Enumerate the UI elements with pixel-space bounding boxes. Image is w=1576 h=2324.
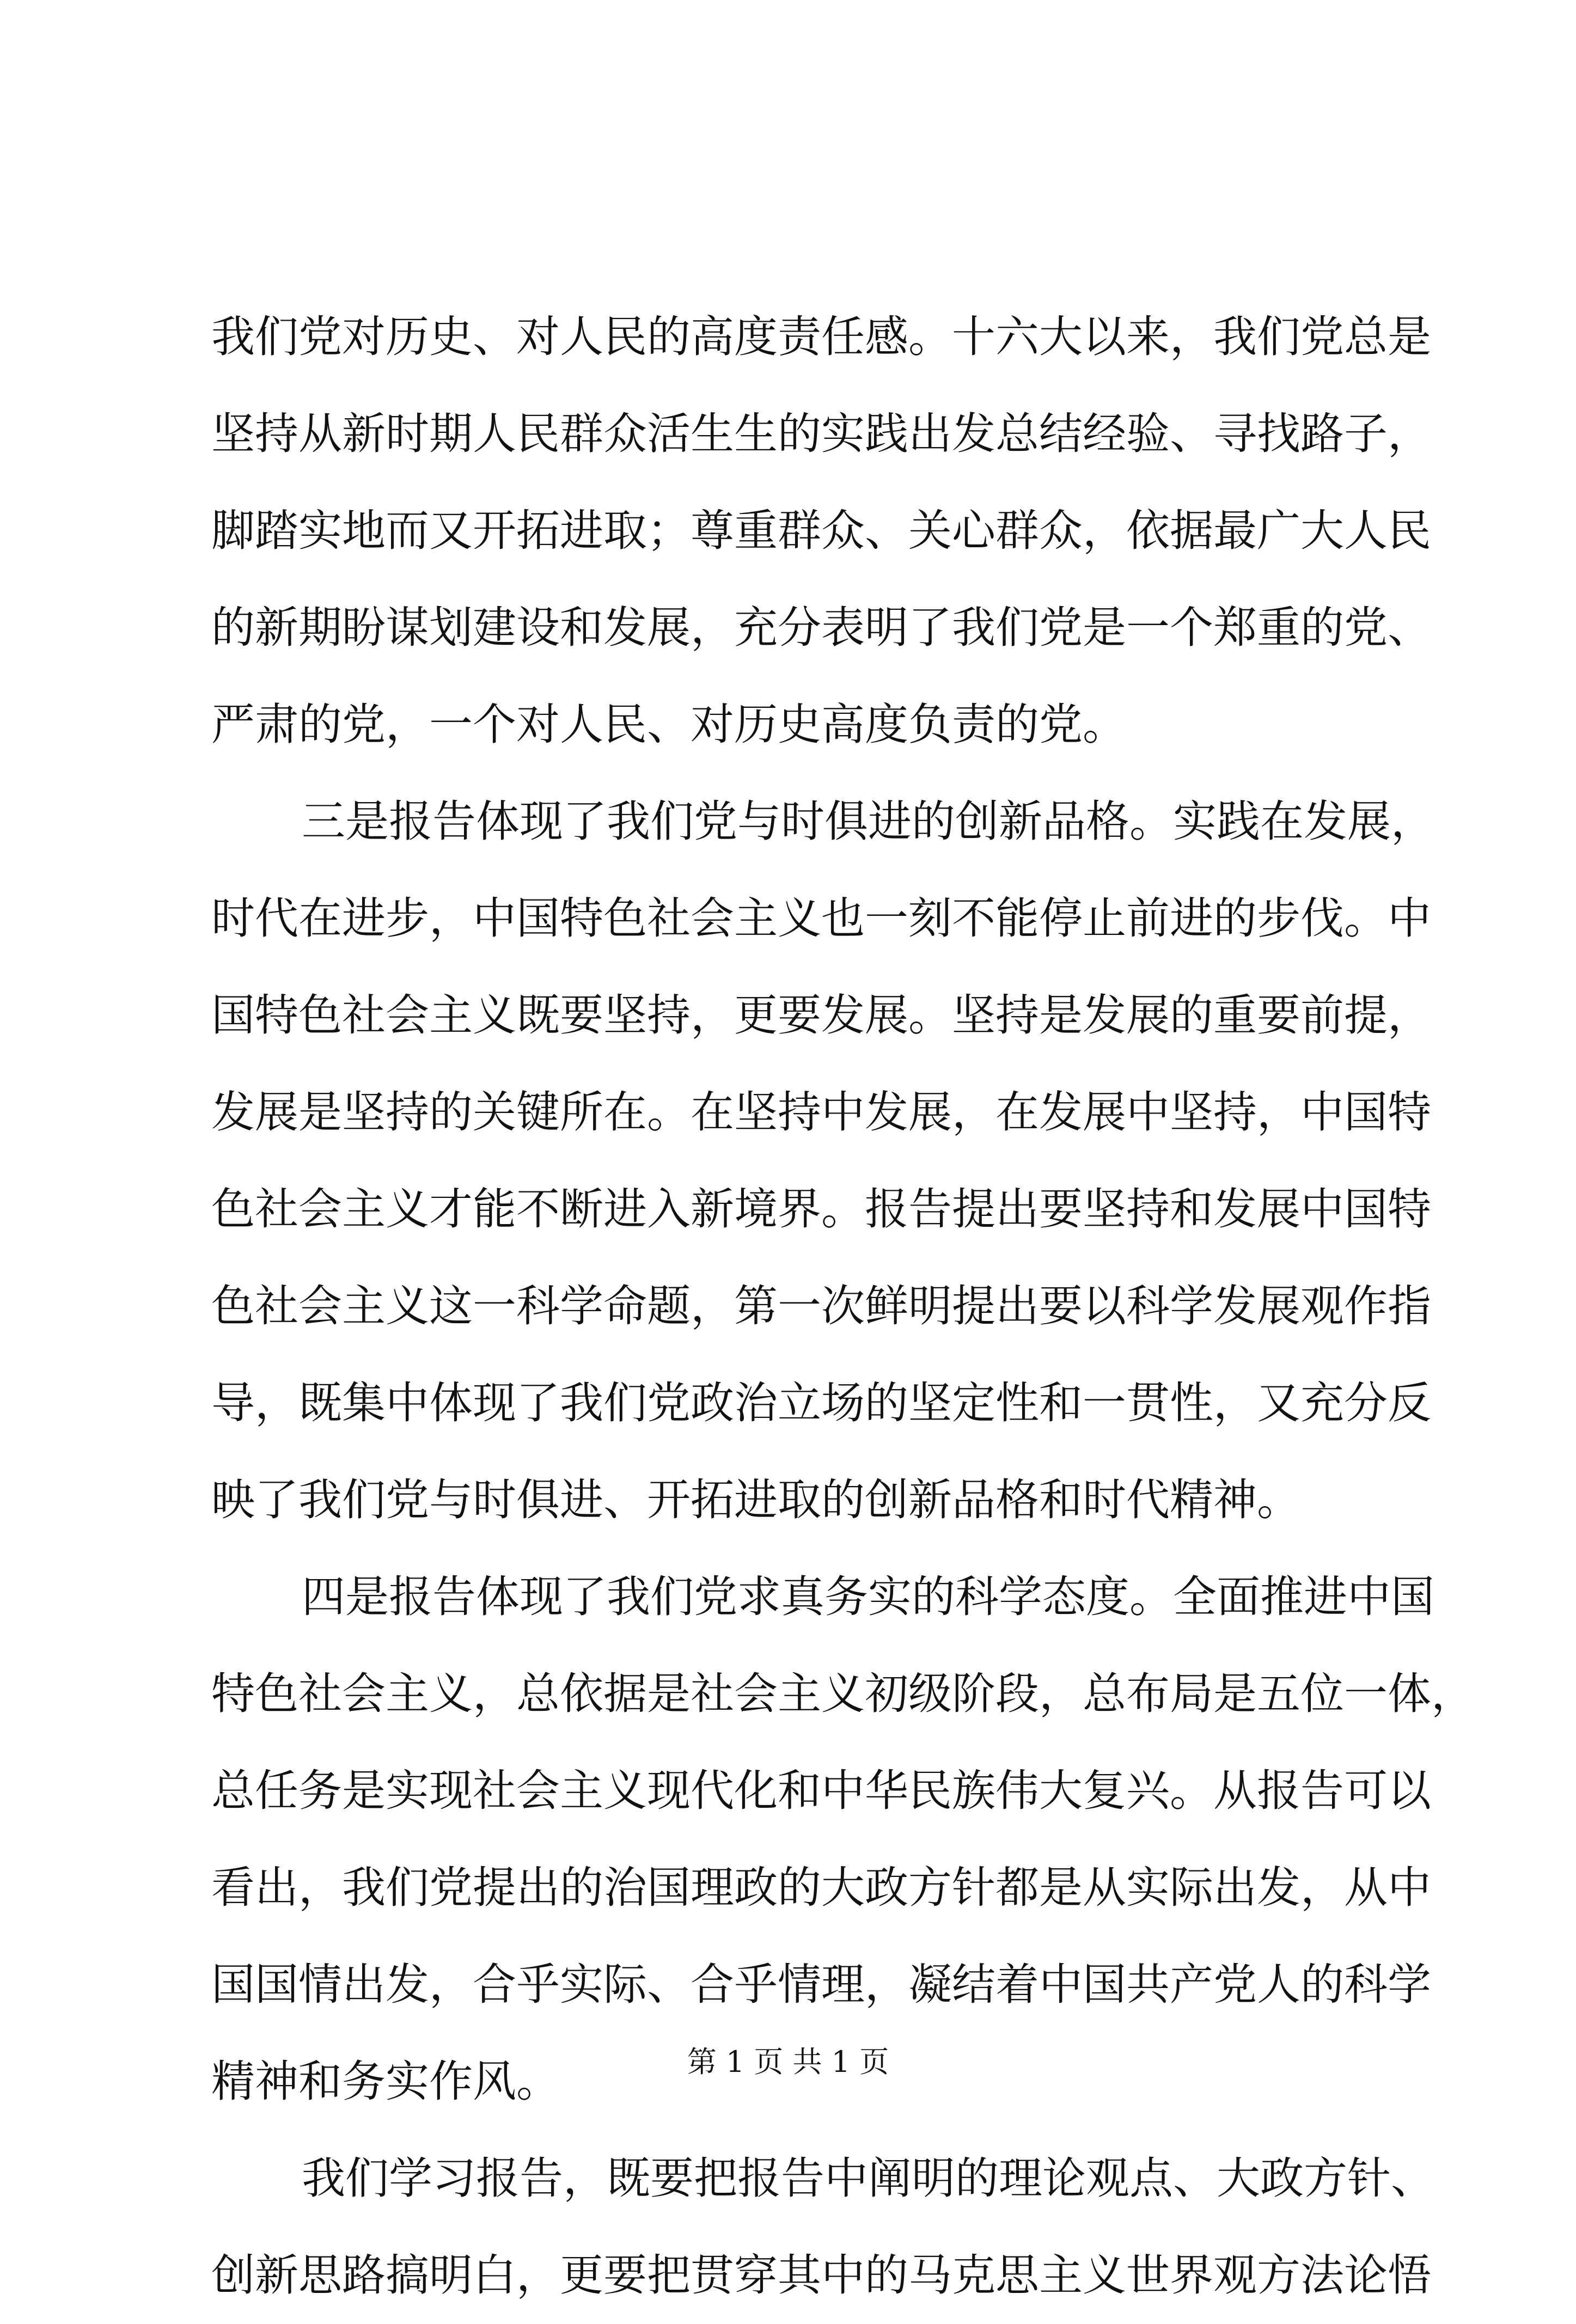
- text-line: 映了我们党与时俱进、开拓进取的创新品格和时代精神。: [211, 1475, 1300, 1525]
- text-line: 严肃的党，一个对人民、对历史高度负责的党。: [211, 699, 1126, 750]
- document-body: [211, 289, 1475, 2324]
- page-footer: 第 1 页 共 1 页: [687, 2045, 889, 2079]
- text-line: 导，既集中体现了我们党政治立场的坚定性和一贯性，又充分反: [211, 1378, 1431, 1428]
- paragraph-1: [211, 289, 1431, 773]
- text-line: 的新期盼谋划建设和发展，充分表明了我们党是一个郑重的党、: [211, 602, 1431, 653]
- text-line: 特色社会主义，总依据是社会主义初级阶段，总布局是五位一体，: [211, 1668, 1475, 1719]
- text-line: 看出，我们党提出的治国理政的大政方针都是从实际出发，从中: [211, 1862, 1431, 1913]
- text-line: 脚踏实地而又开拓进取；尊重群众、关心群众，依据最广大人民: [211, 505, 1431, 556]
- text-line: 时代在进步，中国特色社会主义也一刻不能停止前进的步伐。中: [211, 893, 1431, 944]
- text-line: 创新思路搞明白，更要把贯穿其中的马克思主义世界观方法论悟: [211, 2250, 1431, 2301]
- text-line: 色社会主义才能不断进入新境界。报告提出要坚持和发展中国特: [211, 1184, 1431, 1234]
- text-line: 国特色社会主义既要坚持，更要发展。坚持是发展的重要前提，: [211, 990, 1431, 1041]
- text-line: 我们党对历史、对人民的高度责任感。十六大以来，我们党总是: [211, 311, 1431, 362]
- text-line: 四是报告体现了我们党求真务实的科学态度。全面推进中国: [302, 1571, 1434, 1622]
- text-line: 坚持从新时期人民群众活生生的实践出发总结经验、寻找路子，: [211, 408, 1431, 459]
- text-line: 总任务是实现社会主义现代化和中华民族伟大复兴。从报告可以: [211, 1765, 1431, 1816]
- text-line: 我们学习报告，既要把报告中阐明的理论观点、大政方针、: [302, 2153, 1434, 2204]
- paragraph-4: [211, 2130, 1434, 2324]
- text-line: 国国情出发，合乎实际、合乎情理，凝结着中国共产党人的科学: [211, 1959, 1431, 2010]
- paragraph-2: [211, 773, 1434, 1549]
- text-line: 三是报告体现了我们党与时俱进的创新品格。实践在发展，: [302, 796, 1434, 847]
- text-line: 精神和务实作风。: [211, 2056, 560, 2107]
- text-line: 色社会主义这一科学命题，第一次鲜明提出要以科学发展观作指: [211, 1281, 1431, 1331]
- text-line: 发展是坚持的关键所在。在坚持中发展，在发展中坚持，中国特: [211, 1087, 1431, 1137]
